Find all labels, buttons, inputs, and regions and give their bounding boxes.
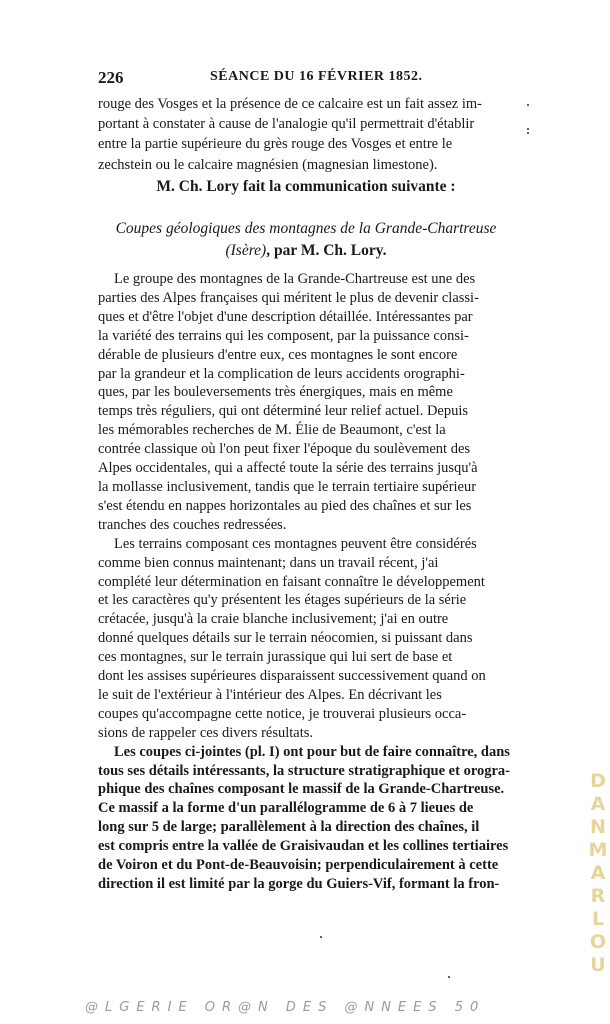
page-number: 226	[98, 68, 124, 87]
article-title	[98, 218, 514, 262]
text-line: direction il est limité par la gorge du Guiers-Vif, formant la fron-	[98, 876, 500, 892]
article-title-region: (Isère)	[225, 242, 267, 259]
text-line: et les caractères qu'y présentent les étages supérieurs de la série	[98, 592, 467, 609]
text-line: par la grandeur et la complication de leurs accidents orographi-	[98, 365, 465, 382]
text-line: temps très réguliers, qui ont déterminé leur relief actuel. Depuis	[98, 403, 469, 420]
text-line: ques, par les bouleversements très énergiques, mais en même	[98, 384, 453, 401]
main-text	[98, 270, 514, 894]
watermark-letter: U	[590, 954, 606, 976]
intro-paragraph	[98, 94, 514, 175]
text-line: ques et d'être l'objet d'une description détaillée. Intéressantes par	[98, 308, 473, 325]
watermark-letter: L	[591, 908, 605, 930]
text-line: complété leur détermination en faisant connaître le développement	[98, 573, 485, 590]
text-line: Ce massif a la forme d'un parallélogramme de 6 à 7 lieues de	[98, 800, 474, 817]
text-line: phique des chaînes composant le massif de la Grande-Chartreuse.	[98, 781, 505, 798]
watermark-letter: M	[588, 839, 608, 861]
article-author: , par M. Ch. Lory.	[266, 242, 387, 259]
running-title: SÉANCE DU 16 FÉVRIER 1852.	[210, 69, 423, 84]
watermark-letter: R	[590, 885, 606, 907]
intro-line: entre la partie supérieure du grès rouge des Vosges et entre le	[98, 136, 453, 153]
text-line: Les terrains composant ces montagnes peuvent être considérés	[114, 535, 477, 552]
text-line: la mollasse inclusivement, tandis que le terrain tertiaire supérieur	[98, 478, 477, 495]
communication-heading: M. Ch. Lory fait la communication suivante :	[156, 178, 456, 195]
watermark-letter: D	[590, 770, 606, 792]
watermark-letter: N	[590, 816, 606, 838]
text-line: donné quelques détails sur le terrain néocomien, si puissant dans	[98, 630, 473, 647]
text-line: long sur 5 de large; parallèlement à la direction des chaînes, il	[98, 819, 480, 836]
text-line: la variété des terrains qui les composent, par la puissance consi-	[98, 327, 469, 344]
text-line: s'est étendu en nappes horizontales au pied des chaînes et sur les	[98, 497, 472, 514]
text-line: les mémorables recherches de M. Élie de Beaumont, c'est la	[98, 422, 446, 439]
text-line: comme bien connus maintenant; dans un travail récent, j'ai	[98, 554, 439, 571]
intro-line: rouge des Vosges et la présence de ce calcaire est un fait assez im-	[98, 96, 482, 112]
text-line: dérable de plusieurs d'entre eux, ces montagnes le sont encore	[98, 346, 458, 363]
text-line: parties des Alpes françaises qui méritent le plus de devenir classi-	[98, 289, 479, 306]
text-line: Les coupes ci-jointes (pl. I) ont pour but de faire connaître, dans	[114, 743, 510, 760]
text-line: coupes qu'accompagne cette notice, je trouverai plusieurs occa-	[98, 705, 467, 722]
text-line: dont les assises supérieures disparaissent successivement quand on	[98, 668, 486, 685]
watermark-letter: A	[590, 793, 606, 815]
text-line: contrée classique où l'on peut fixer l'époque du soulèvement des	[98, 441, 471, 458]
article-title-main: Coupes géologiques des montagnes de la Grande-Chartreuse	[115, 220, 497, 237]
text-line: ces montagnes, sur le terrain jurassique qui lui sert de base et	[98, 649, 453, 666]
text-line: tous ses détails intéressants, la structure stratigraphique et orogra-	[98, 762, 511, 779]
paragraph	[98, 535, 514, 743]
text-line: le suit de l'extérieur à l'intérieur des Alpes. En décrivant les	[98, 686, 442, 703]
intro-line: portant à constater à cause de l'analogie qu'il permettrait d'établir	[98, 116, 475, 133]
watermark-letter: A	[590, 862, 606, 884]
text-line: de Voiron et du Pont-de-Beauvoisin; perpendiculairement à cette	[98, 857, 499, 874]
paragraph	[98, 270, 514, 535]
side-watermark	[586, 770, 610, 1000]
text-line: crétacée, jusqu'à la craie blanche inclusivement; j'ai en outre	[98, 611, 449, 628]
text-line: Le groupe des montagnes de la Grande-Chartreuse est une des	[114, 271, 476, 287]
page-speck	[448, 976, 450, 978]
text-line: est compris entre la vallée de Graisivaudan et les collines tertiaires	[98, 838, 509, 855]
text-line: sions de rappeler ces divers résultats.	[98, 724, 314, 741]
paragraph	[98, 743, 514, 894]
text-line: Alpes occidentales, qui a affecté toute la série des terrains jusqu'à	[98, 460, 478, 477]
text-line: tranches des couches redressées.	[98, 516, 287, 533]
page-header	[98, 68, 518, 88]
watermark-letter: O	[589, 931, 607, 953]
page-speck	[320, 936, 322, 938]
intro-line: zechstein ou le calcaire magnésien (magnesian limestone).	[98, 156, 438, 173]
bottom-watermark: @LGERIE OR@N DES @NNEES 50	[85, 1000, 486, 1015]
